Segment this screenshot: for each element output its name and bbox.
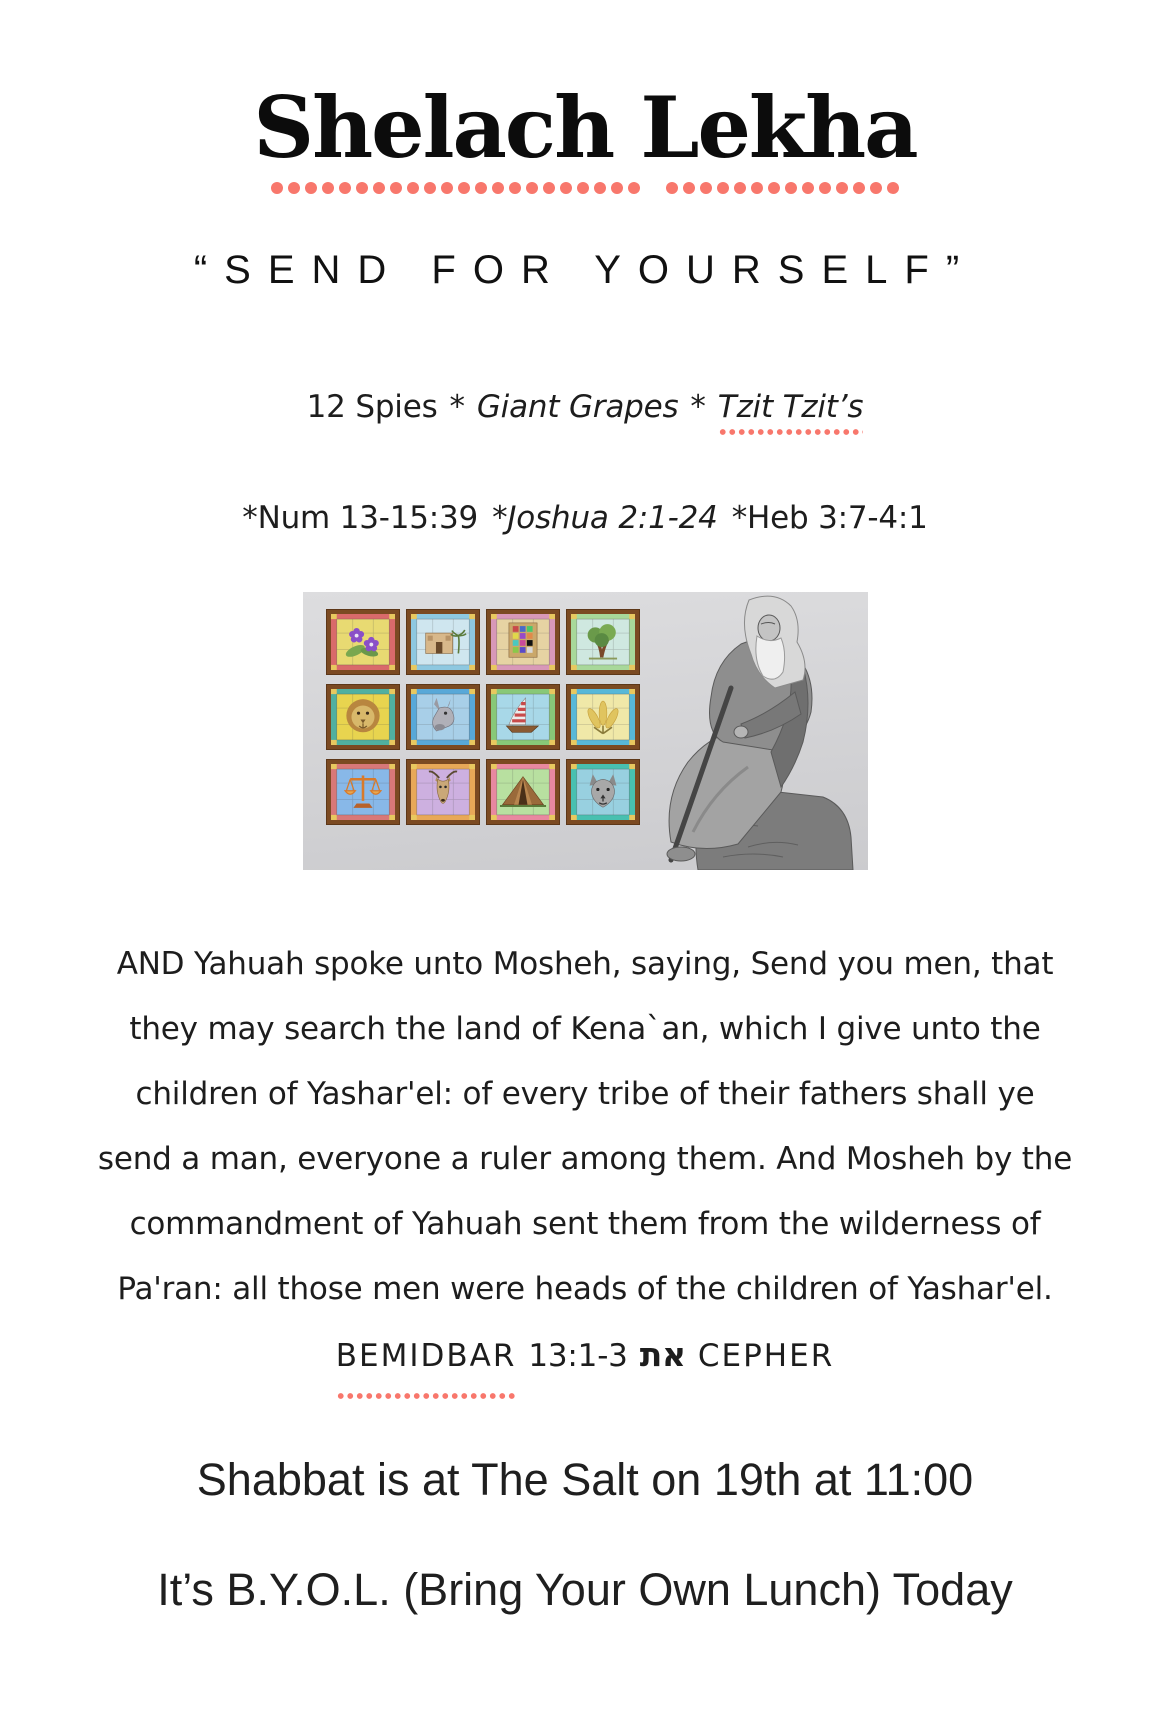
dot — [751, 182, 763, 194]
tile-tent-icon — [487, 760, 559, 824]
dot — [819, 182, 831, 194]
subtitle: “SEND FOR YOURSELF” — [193, 248, 977, 292]
dot — [424, 182, 436, 194]
dot — [802, 182, 814, 194]
dot — [887, 182, 899, 194]
dot — [271, 182, 283, 194]
scripture-line: Pa'ran: all those men were heads of the children of Yashar'el. — [117, 1271, 1053, 1307]
citation-hebrew-aleph-tav: את — [639, 1335, 686, 1374]
tagline-grapes: Giant Grapes — [476, 389, 679, 425]
dot — [594, 182, 606, 194]
dot — [717, 182, 729, 194]
torah-portion-image — [303, 592, 868, 870]
stained-glass-grid — [327, 610, 639, 824]
tagline-spies: 12 Spies — [306, 389, 438, 425]
scripture-references — [0, 500, 1170, 536]
dot — [853, 182, 865, 194]
dot — [560, 182, 572, 194]
tagline-separator: * — [690, 389, 706, 425]
dots-group-right — [666, 182, 899, 194]
tile-gazelle-icon — [407, 760, 479, 824]
dot — [390, 182, 402, 194]
dot — [577, 182, 589, 194]
scripture-line: children of Yashar'el: of every tribe of their fathers shall ye — [135, 1076, 1035, 1112]
dot — [526, 182, 538, 194]
tile-wheat-icon — [567, 685, 639, 749]
tile-lion-icon — [327, 685, 399, 749]
dot — [356, 182, 368, 194]
citation-work: CEPHER — [697, 1338, 835, 1374]
dot — [509, 182, 521, 194]
dot — [611, 182, 623, 194]
dot — [700, 182, 712, 194]
tile-breastplate-icon — [487, 610, 559, 674]
dot — [492, 182, 504, 194]
scripture-line: AND Yahuah spoke unto Mosheh, saying, Send you men, that — [116, 946, 1054, 982]
dot — [322, 182, 334, 194]
page-title: Shelach Lekha — [253, 78, 917, 177]
tile-city-gate-icon — [407, 610, 479, 674]
scripture-passage — [0, 932, 1170, 1400]
citation-ref: 13:1-3 — [528, 1338, 628, 1374]
citation-book-link[interactable]: BEMIDBAR — [336, 1324, 517, 1400]
tagline-separator: * — [449, 389, 465, 425]
ref-numbers: *Num 13-15:39 — [242, 500, 479, 536]
ref-hebrews: *Heb 3:7-4:1 — [731, 500, 928, 536]
scripture-lines — [0, 932, 1170, 1322]
dots-group-left — [271, 182, 640, 194]
dot — [785, 182, 797, 194]
dot — [683, 182, 695, 194]
dot — [768, 182, 780, 194]
dot — [870, 182, 882, 194]
dot — [666, 182, 678, 194]
tile-scales-icon — [327, 760, 399, 824]
dot — [288, 182, 300, 194]
dot — [734, 182, 746, 194]
dot — [441, 182, 453, 194]
announcement-shabbat: Shabbat is at The Salt on 19th at 11:00 — [196, 1454, 974, 1505]
tagline-tzit-tzit-link[interactable]: Tzit Tzit’s — [718, 389, 864, 436]
announcement-byol: It’s B.Y.O.L. (Bring Your Own Lunch) Today — [157, 1564, 1013, 1615]
tile-flower-icon — [327, 610, 399, 674]
tile-wolf-icon — [567, 760, 639, 824]
tile-tree-icon — [567, 610, 639, 674]
dot — [305, 182, 317, 194]
dot — [458, 182, 470, 194]
dot — [475, 182, 487, 194]
tile-ship-icon — [487, 685, 559, 749]
scripture-line: commandment of Yahuah sent them from the wilderness of — [129, 1206, 1041, 1242]
dot — [373, 182, 385, 194]
scripture-citation — [0, 1322, 1170, 1400]
tile-donkey-icon — [407, 685, 479, 749]
dot — [628, 182, 640, 194]
tagline — [0, 389, 1170, 436]
dot — [339, 182, 351, 194]
scripture-line: they may search the land of Kena`an, which I give unto the — [129, 1011, 1041, 1047]
scripture-line: send a man, everyone a ruler among them. And Mosheh by the — [97, 1141, 1073, 1177]
ref-joshua: *Joshua 2:1-24 — [492, 500, 718, 536]
title-dots-underline — [0, 182, 1170, 194]
dot — [543, 182, 555, 194]
seated-elder-illustration — [653, 592, 868, 870]
dot — [407, 182, 419, 194]
dot — [836, 182, 848, 194]
